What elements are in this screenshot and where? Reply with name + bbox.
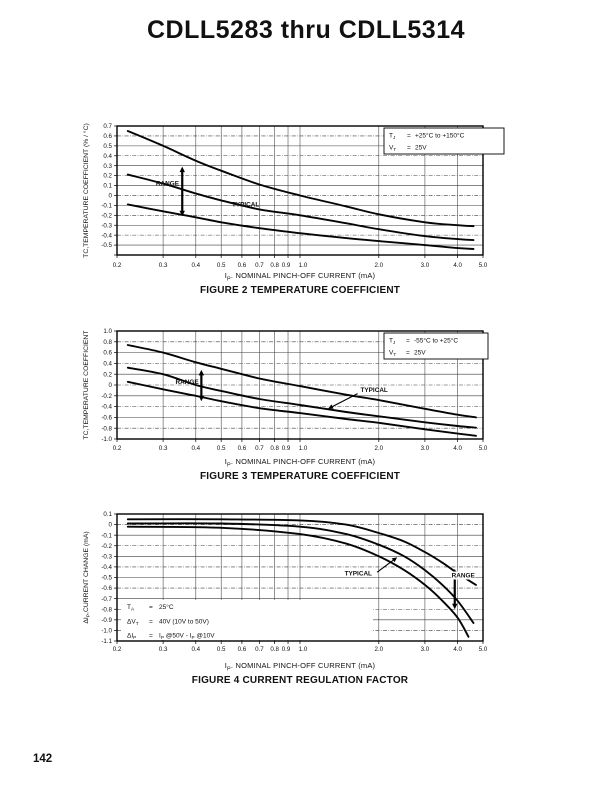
svg-text:0.3: 0.3 — [103, 162, 112, 170]
svg-text:-0.9: -0.9 — [101, 616, 112, 624]
svg-text:25V: 25V — [415, 144, 427, 152]
svg-text:0.5: 0.5 — [216, 262, 226, 269]
range-label: RANGE — [155, 180, 179, 188]
svg-text:-0.1: -0.1 — [101, 202, 112, 210]
svg-text:0.2: 0.2 — [112, 646, 122, 653]
figure2-x-axis-label: $I_P$. NOMINAL PINCH-OFF CURRENT (mA) — [224, 271, 376, 283]
svg-text:0.4: 0.4 — [103, 152, 112, 160]
svg-text:-0.5: -0.5 — [101, 574, 112, 582]
curve-typical — [128, 175, 474, 241]
y-axis-title: TC,TEMPERATURE COEFFICIENT (% / °C) — [83, 123, 90, 258]
range-label: RANGE — [451, 572, 475, 580]
typical-label: TYPICAL — [344, 570, 372, 578]
svg-text:TJ: $T_J$ — [389, 337, 396, 346]
y-axis-ticks — [101, 328, 117, 443]
svg-text:0.3: 0.3 — [158, 262, 168, 269]
svg-text:0.8: 0.8 — [270, 445, 279, 452]
svg-text:40V (10V to 50V): 40V (10V to 50V) — [159, 618, 209, 626]
svg-text:=: = — [406, 349, 410, 357]
svg-text:=: = — [407, 132, 411, 140]
svg-text:-0.4: -0.4 — [101, 564, 112, 572]
svg-text:TJ: $T_J$ — [389, 132, 396, 141]
svg-text:-0.6: -0.6 — [101, 585, 112, 593]
svg-text:0.7: 0.7 — [255, 445, 264, 452]
page-number: 142 — [33, 753, 53, 765]
svg-text:=: = — [407, 144, 411, 152]
svg-text:0.5: 0.5 — [103, 142, 112, 150]
svg-text:0.4: 0.4 — [191, 262, 201, 269]
svg-text:0.6: 0.6 — [237, 646, 247, 653]
svg-text:0.6: 0.6 — [103, 133, 112, 141]
svg-text:0.3: 0.3 — [158, 445, 168, 452]
svg-text:25V: 25V — [414, 349, 426, 357]
svg-text:0.2: 0.2 — [112, 445, 122, 452]
figure4-caption: FIGURE 4 CURRENT REGULATION FACTOR — [191, 675, 409, 686]
svg-text:=: = — [149, 618, 153, 626]
svg-text:0.8: 0.8 — [270, 262, 279, 269]
svg-text:3.0: 3.0 — [420, 445, 430, 452]
figure3-x-axis-label: $I_P$. NOMINAL PINCH-OFF CURRENT (mA) — [224, 457, 376, 469]
svg-text:0.8: 0.8 — [103, 338, 112, 346]
svg-text:0.9: 0.9 — [281, 262, 291, 269]
svg-text:0.6: 0.6 — [237, 445, 247, 452]
legend — [384, 128, 504, 154]
svg-text:-0.6: -0.6 — [101, 414, 112, 422]
svg-text:4.0: 4.0 — [453, 445, 462, 452]
svg-text:=: = — [149, 604, 153, 611]
range-arrow — [180, 167, 185, 217]
range-label: RANGE — [175, 378, 199, 386]
legend — [121, 600, 373, 640]
svg-text:+25°C to +150°C: +25°C to +150°C — [415, 132, 465, 140]
svg-text:4.0: 4.0 — [453, 646, 462, 653]
y-axis-ticks — [101, 511, 117, 645]
svg-text:0.1: 0.1 — [103, 511, 112, 519]
svg-text:-0.3: -0.3 — [101, 222, 112, 230]
svg-text:0.6: 0.6 — [237, 262, 247, 269]
svg-text:VT: $V_T$ — [389, 144, 397, 153]
svg-text:0.4: 0.4 — [103, 360, 112, 368]
figure-3-plot — [83, 328, 488, 452]
svg-text:=: = — [406, 337, 410, 345]
svg-text:0.7: 0.7 — [103, 123, 112, 131]
curve-lower-limit — [128, 204, 474, 249]
svg-text:-0.5: -0.5 — [101, 242, 112, 250]
y-axis-title: $\Delta I_P,CURRENT$ CHANGE (mA) — [83, 531, 92, 624]
svg-text:0.7: 0.7 — [255, 646, 264, 653]
figure2-caption: FIGURE 2 TEMPERATURE COEFFICIENT — [199, 285, 401, 296]
svg-text:=: = — [149, 632, 153, 640]
svg-text:-0.2: -0.2 — [101, 392, 112, 400]
svg-text:0.2: 0.2 — [103, 172, 112, 180]
svg-text:VT: $V_T$ — [389, 349, 397, 358]
svg-text:0: 0 — [108, 521, 112, 529]
svg-text:-0.2: -0.2 — [101, 542, 112, 550]
svg-text:2.0: 2.0 — [374, 646, 384, 653]
svg-text:0.6: 0.6 — [103, 349, 112, 357]
svg-text:ΔVT: $\Delta V_T$ — [127, 618, 139, 627]
svg-text:-0.7: -0.7 — [101, 595, 112, 603]
figure3-caption: FIGURE 3 TEMPERATURE COEFFICIENT — [199, 471, 401, 482]
svg-text:-0.4: -0.4 — [101, 403, 112, 411]
svg-text:TA: $T_A$ — [127, 604, 135, 612]
svg-text:5.0: 5.0 — [478, 646, 488, 653]
svg-text:-1.1: -1.1 — [101, 638, 112, 646]
svg-text:1.0: 1.0 — [103, 328, 112, 336]
svg-text:0.2: 0.2 — [103, 371, 112, 379]
svg-text:-0.4: -0.4 — [101, 232, 112, 240]
svg-text:0.4: 0.4 — [191, 646, 201, 653]
svg-text:ΔIP: $\Delta I_P$ — [127, 632, 137, 641]
figure-2-plot — [82, 123, 504, 269]
page-title: CDLL5283 thru CDLL5314 — [146, 16, 466, 44]
svg-text:-0.8: -0.8 — [101, 606, 112, 614]
svg-text:5.0: 5.0 — [478, 445, 488, 452]
svg-text:IP @50V - IP @10V: $I_P$ @50V - $I_P$ @10V — [159, 632, 215, 641]
typical-label: TYPICAL — [231, 201, 260, 209]
curve-typical — [128, 368, 476, 428]
legend — [384, 333, 488, 359]
curve-upper-limit — [128, 519, 476, 585]
svg-text:0.5: 0.5 — [216, 445, 226, 452]
svg-text:5.0: 5.0 — [478, 262, 488, 269]
svg-text:0.5: 0.5 — [216, 646, 226, 653]
svg-text:3.0: 3.0 — [420, 646, 430, 653]
svg-text:2.0: 2.0 — [374, 262, 384, 269]
svg-text:1.0: 1.0 — [298, 646, 308, 653]
svg-text:0.9: 0.9 — [281, 445, 291, 452]
svg-text:0.9: 0.9 — [281, 646, 291, 653]
svg-text:1.0: 1.0 — [298, 262, 308, 269]
figure-4-plot — [83, 511, 488, 653]
svg-text:0.2: 0.2 — [112, 262, 122, 269]
svg-text:-0.2: -0.2 — [101, 212, 112, 220]
svg-text:-1.0: -1.0 — [101, 436, 112, 444]
svg-text:0.3: 0.3 — [158, 646, 168, 653]
svg-text:-0.8: -0.8 — [101, 425, 112, 433]
svg-text:-1.0: -1.0 — [101, 627, 112, 635]
x-axis-ticks — [113, 641, 488, 653]
svg-text:3.0: 3.0 — [420, 262, 430, 269]
x-axis-ticks — [113, 255, 488, 269]
svg-text:-0.3: -0.3 — [101, 553, 112, 561]
svg-text:-0.1: -0.1 — [101, 532, 112, 540]
figure4-x-axis-label: $I_P$. NOMINAL PINCH-OFF CURRENT (mA) — [224, 661, 376, 673]
typical-label: TYPICAL — [360, 387, 388, 395]
svg-text:-55°C to +25°C: -55°C to +25°C — [414, 337, 459, 345]
y-axis-title: TC,TEMPERATURE COEFFICIENT — [83, 330, 90, 440]
svg-text:0.7: 0.7 — [255, 262, 264, 269]
svg-text:0.4: 0.4 — [191, 445, 201, 452]
svg-text:0.8: 0.8 — [270, 646, 279, 653]
x-axis-ticks — [113, 439, 488, 452]
svg-text:0: 0 — [108, 192, 112, 200]
svg-text:0.1: 0.1 — [103, 182, 112, 190]
svg-text:4.0: 4.0 — [453, 262, 462, 269]
svg-text:1.0: 1.0 — [298, 445, 308, 452]
svg-text:25°C: 25°C — [159, 604, 174, 611]
svg-text:2.0: 2.0 — [374, 445, 384, 452]
y-axis-ticks — [101, 123, 117, 255]
svg-text:0: 0 — [108, 382, 112, 390]
